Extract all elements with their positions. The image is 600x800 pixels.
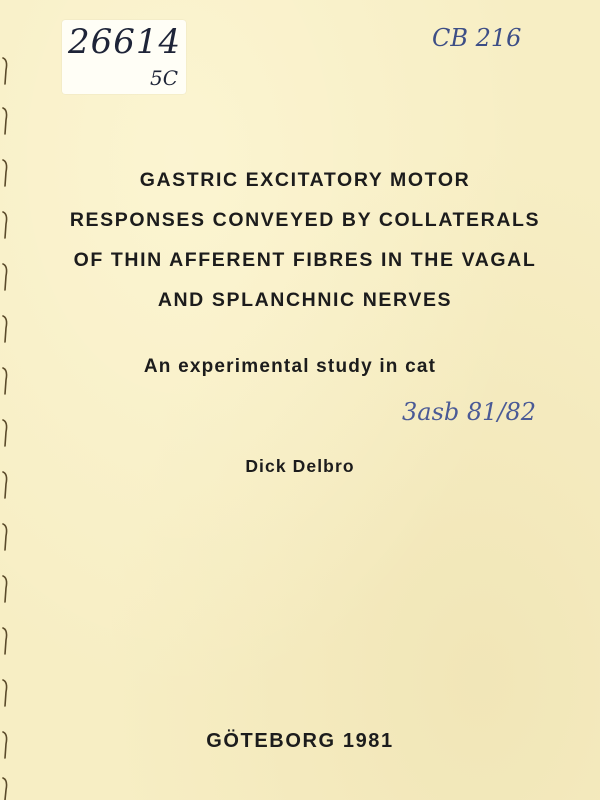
catalog-code-prefix: 3asb [402,398,460,426]
place-year: GÖTEBORG 1981 [206,730,394,752]
accession-number: 26614 [68,22,182,62]
accession-sub: 5C [150,66,179,90]
subtitle: An experimental study in cat [143,356,437,377]
title-line-1: GASTRIC EXCITATORY MOTOR [139,169,471,191]
title-line-4: AND SPLANCHNIC NERVES [157,289,453,311]
comb-binding [0,0,14,800]
catalog-code [402,398,536,426]
thesis-title [10,160,600,320]
catalog-code-year: 81/82 [466,398,537,426]
shelf-mark: CB 216 [432,24,522,52]
title-line-3: OF THIN AFFERENT FIBRES IN THE VAGAL [73,249,537,271]
binding-rings-graphic [0,0,14,800]
title-line-2: RESPONSES CONVEYED BY COLLATERALS [69,209,541,231]
author-name: Dick Delbro [245,456,355,476]
